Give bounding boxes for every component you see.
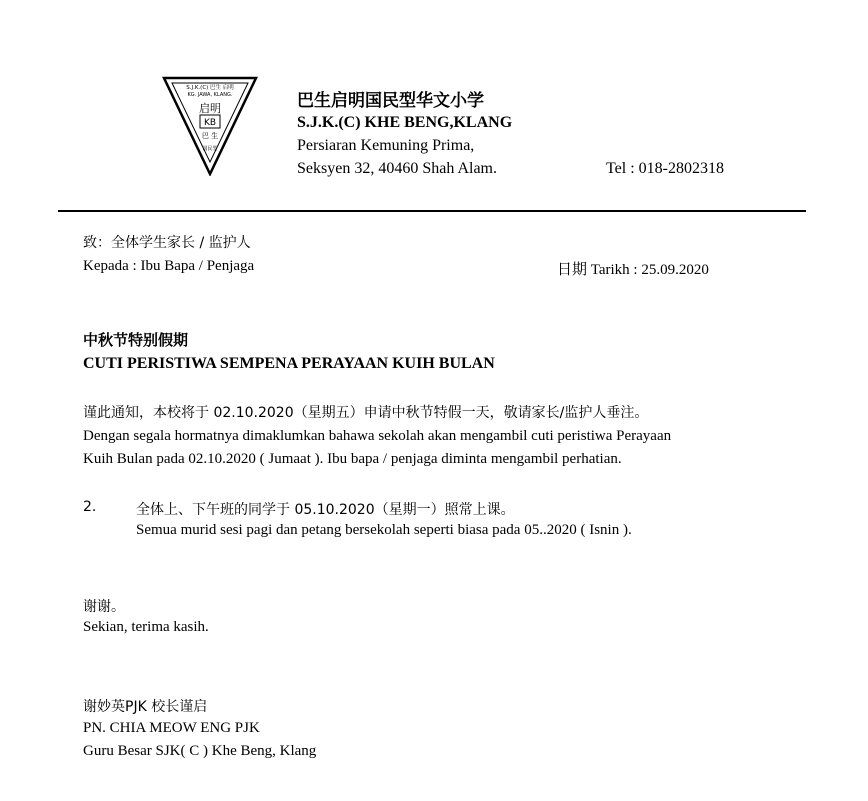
- item-2-zh: 全体上、下午班的同学于 05.10.2020（星期一）照常上课。: [136, 502, 515, 518]
- logo-top-text: S.J.K.(C) 巴生 启明: [186, 85, 234, 91]
- recipient-zh: 致：全体学生家长 / 监护人: [83, 235, 251, 251]
- paragraph-1-zh: 谨此通知，本校将于 02.10.2020（星期五）申请中秋节特假一天，敬请家长/监护人垂注。: [83, 405, 649, 421]
- subject-zh: 中秋节特别假期: [83, 331, 189, 349]
- logo-bottom-text: 国民型: [202, 146, 218, 152]
- paragraph-1-ms-line-2: Kuih Bulan pada 02.10.2020 ( Jumaat ). Ibu bapa / penjaga diminta mengambil perhatian.: [83, 451, 622, 467]
- logo-center-zh: 启明: [199, 102, 221, 115]
- paragraph-1-ms-line-1: Dengan segala hormatnya dimaklumkan bahawa sekolah akan mengambil cuti peristiwa Perayaan: [83, 428, 672, 444]
- school-telephone: Tel : 018-2802318: [606, 160, 724, 177]
- logo-top-subtext: KG. JAWA, KLANG.: [187, 92, 233, 98]
- school-name-zh: 巴生启明国民型华文小学: [297, 91, 484, 111]
- subject-ms: CUTI PERISTIWA SEMPENA PERAYAAN KUIH BULAN: [83, 355, 495, 372]
- address-line-2: Seksyen 32, 40460 Shah Alam.: [297, 160, 497, 177]
- signatory-name: PN. CHIA MEOW ENG PJK: [83, 720, 260, 736]
- school-logo: [162, 74, 258, 176]
- letter-date: 日期 Tarikh : 25.09.2020: [557, 262, 709, 278]
- thanks-zh: 谢谢。: [83, 599, 125, 615]
- thanks-ms: Sekian, terima kasih.: [83, 619, 209, 635]
- logo-center-text: KB: [203, 118, 217, 128]
- recipient-ms: Kepada : Ibu Bapa / Penjaga: [83, 258, 255, 274]
- school-name: S.J.K.(C) KHE BENG,KLANG: [297, 114, 513, 131]
- item-2-number: 2.: [83, 499, 97, 515]
- header-divider: [58, 210, 806, 212]
- address-line-1: Persiaran Kemuning Prima,: [297, 137, 475, 154]
- logo-lower-text: 巴 生: [201, 132, 219, 140]
- item-2-ms: Semua murid sesi pagi dan petang bersekolah seperti biasa pada 05..2020 ( Isnin ).: [136, 522, 632, 538]
- signatory-title: Guru Besar SJK( C ) Khe Beng, Klang: [83, 743, 317, 759]
- signature-zh: 谢妙英PJK 校长谨启: [83, 699, 208, 715]
